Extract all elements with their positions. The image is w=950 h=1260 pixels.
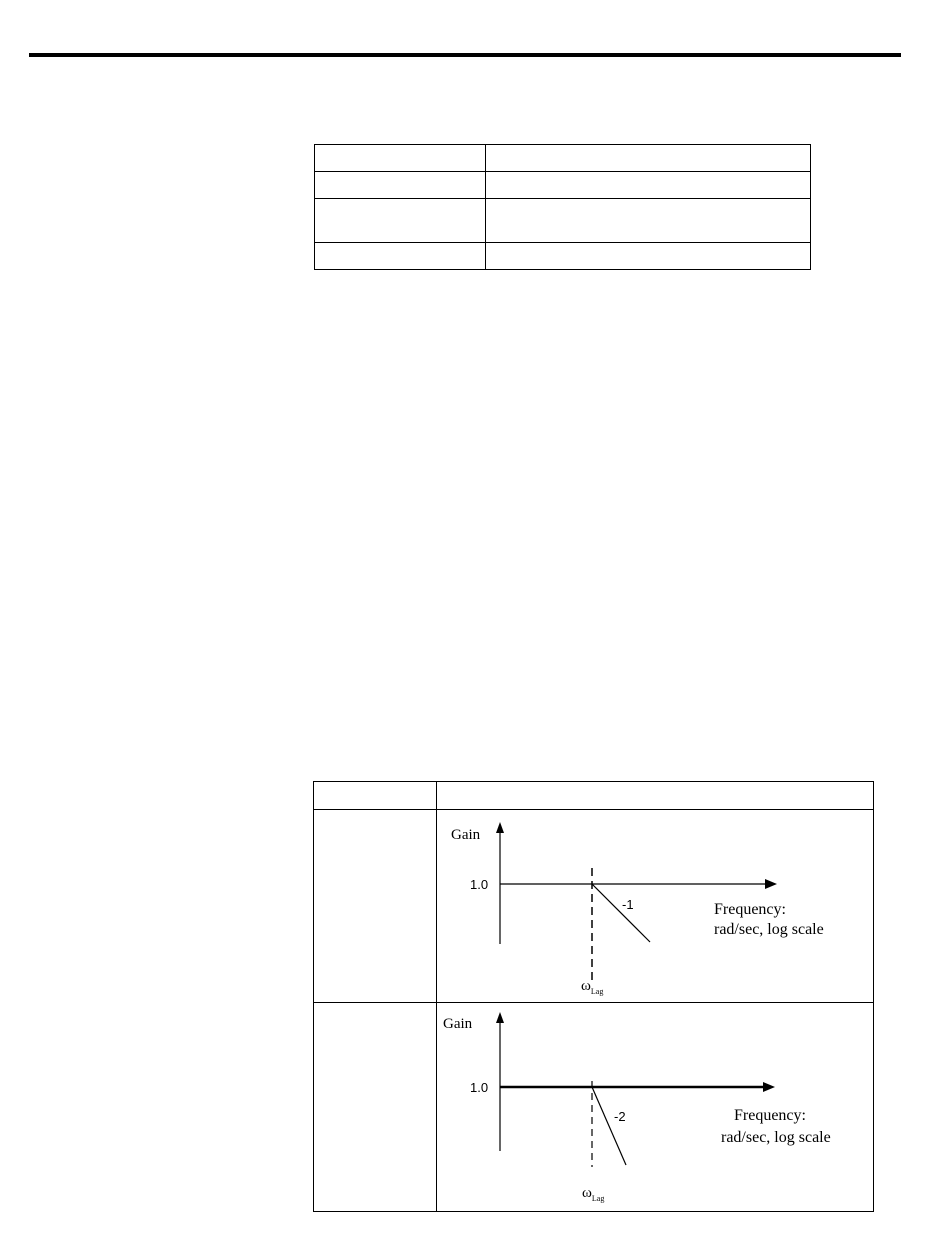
frequency-label: Frequency:: [734, 1107, 806, 1124]
gain-axis-arrow-icon: [496, 1012, 504, 1023]
table-cell: [315, 199, 486, 243]
frequency-label-units: rad/sec, log scale: [721, 1129, 831, 1146]
top-rule: [29, 53, 901, 57]
table-cell: [486, 172, 811, 199]
slope-label: -1: [622, 897, 634, 912]
table-cell: [315, 172, 486, 199]
slope-line: [592, 884, 650, 942]
gain-label: Gain: [451, 827, 481, 843]
table-cell: [315, 243, 486, 270]
plot-cell: [437, 1003, 874, 1212]
omega-lag-label: $\omega_{Lag}$: [582, 1185, 605, 1203]
unity-gain-label: 1.0: [470, 1080, 489, 1095]
table-cell: [486, 243, 811, 270]
table-header-cell: [437, 782, 874, 810]
table-row: [315, 199, 811, 243]
table-row: [315, 172, 811, 199]
frequency-axis-arrow-icon: [765, 879, 777, 889]
table-header-cell: [314, 782, 437, 810]
table-cell: [486, 199, 811, 243]
slope-label: -2: [614, 1109, 626, 1124]
table-row: [315, 243, 811, 270]
gain-axis-arrow-icon: [496, 822, 504, 833]
table-header-row: [314, 782, 874, 810]
table-row: [314, 1003, 874, 1212]
parameter-table: [314, 144, 811, 270]
second-order-lag-plot: [437, 1003, 873, 1211]
frequency-axis-arrow-icon: [763, 1082, 775, 1092]
table-cell: [314, 810, 437, 1003]
filter-plot-table: [313, 781, 874, 1212]
table-row: [314, 810, 874, 1003]
frequency-label: Frequency:: [714, 901, 786, 918]
table-cell: [314, 1003, 437, 1212]
unity-gain-label: 1.0: [470, 877, 489, 892]
plot-cell: [437, 810, 874, 1003]
table-row: [315, 145, 811, 172]
frequency-label-units: rad/sec, log scale: [714, 921, 824, 938]
gain-label: Gain: [443, 1016, 473, 1032]
table-cell: [315, 145, 486, 172]
omega-lag-label: $\omega_{Lag}$: [581, 978, 604, 996]
first-order-lag-plot: [437, 810, 873, 1002]
table-cell: [486, 145, 811, 172]
slope-line: [592, 1087, 626, 1165]
